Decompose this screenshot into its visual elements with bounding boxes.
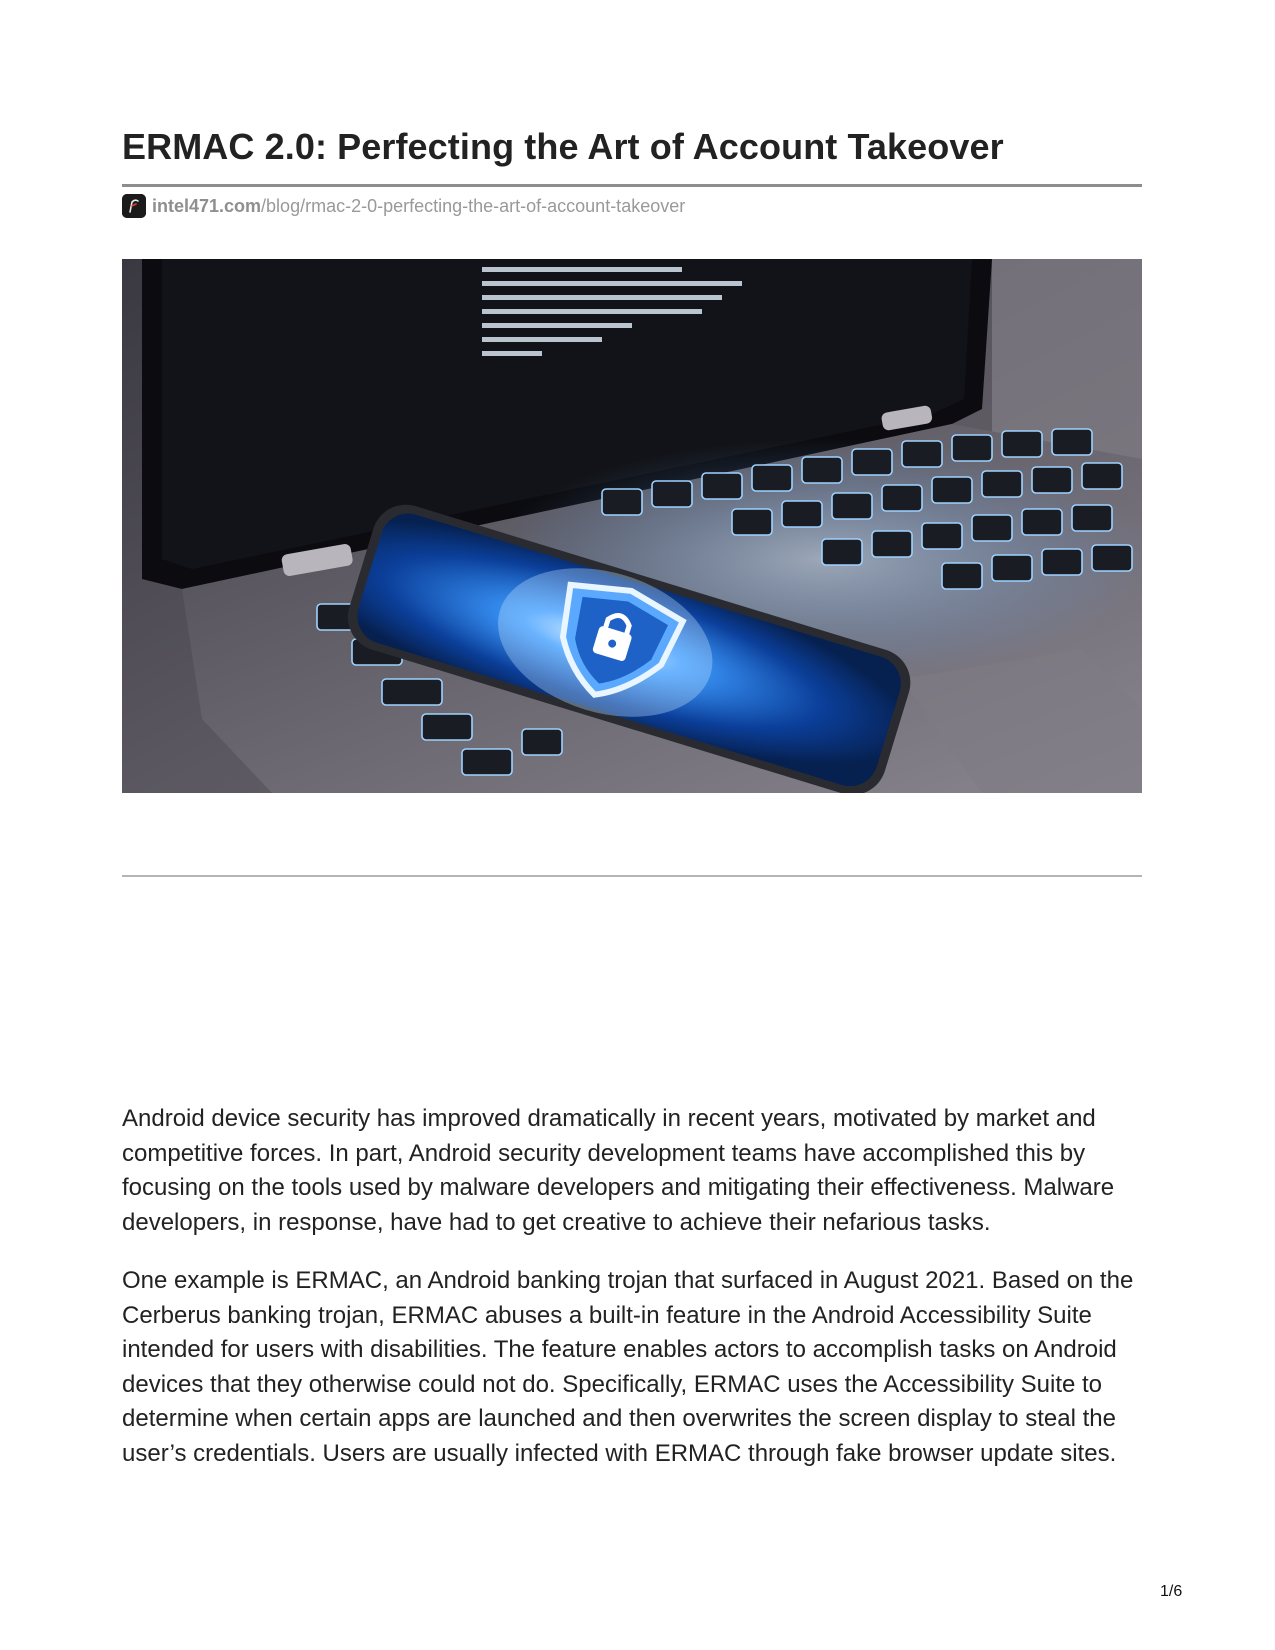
- section-divider: [122, 875, 1142, 877]
- page-title: ERMAC 2.0: Perfecting the Art of Account Takeover: [122, 126, 1004, 167]
- title-divider: [122, 184, 1142, 187]
- source-path: /blog/rmac-2-0-perfecting-the-art-of-account-takeover: [261, 195, 686, 216]
- hero-image: [122, 259, 1142, 793]
- intel471-favicon-icon: [122, 194, 146, 218]
- paragraph: Android device security has improved dramatically in recent years, motivated by market and competitive forces. In part, Android security development teams have accomplished this by focusing on the tools used by malware developers and mitigating their effectiveness. Malware developers, in response, have had to get creative to achieve their nefarious tasks.: [122, 1105, 1115, 1236]
- page-number: 1/6: [1160, 1583, 1183, 1600]
- source-link[interactable]: [122, 194, 685, 218]
- source-domain: intel471.com: [152, 195, 262, 216]
- paragraph: One example is ERMAC, an Android banking trojan that surfaced in August 2021. Based on the Cerberus banking trojan, ERMAC abuses a built-in feature in the Android Accessibility Suite intended for users with disabilities. The feature enables actors to accomplish tasks on Android devices that they otherwise could not do. Specifically, ERMAC uses the Accessibility Suite to determine when certain apps are launched and then overwrites the screen display to steal the user’s credentials. Users are usually infected with ERMAC through fake browser update sites.: [122, 1267, 1134, 1467]
- article-body: [122, 1102, 1147, 1495]
